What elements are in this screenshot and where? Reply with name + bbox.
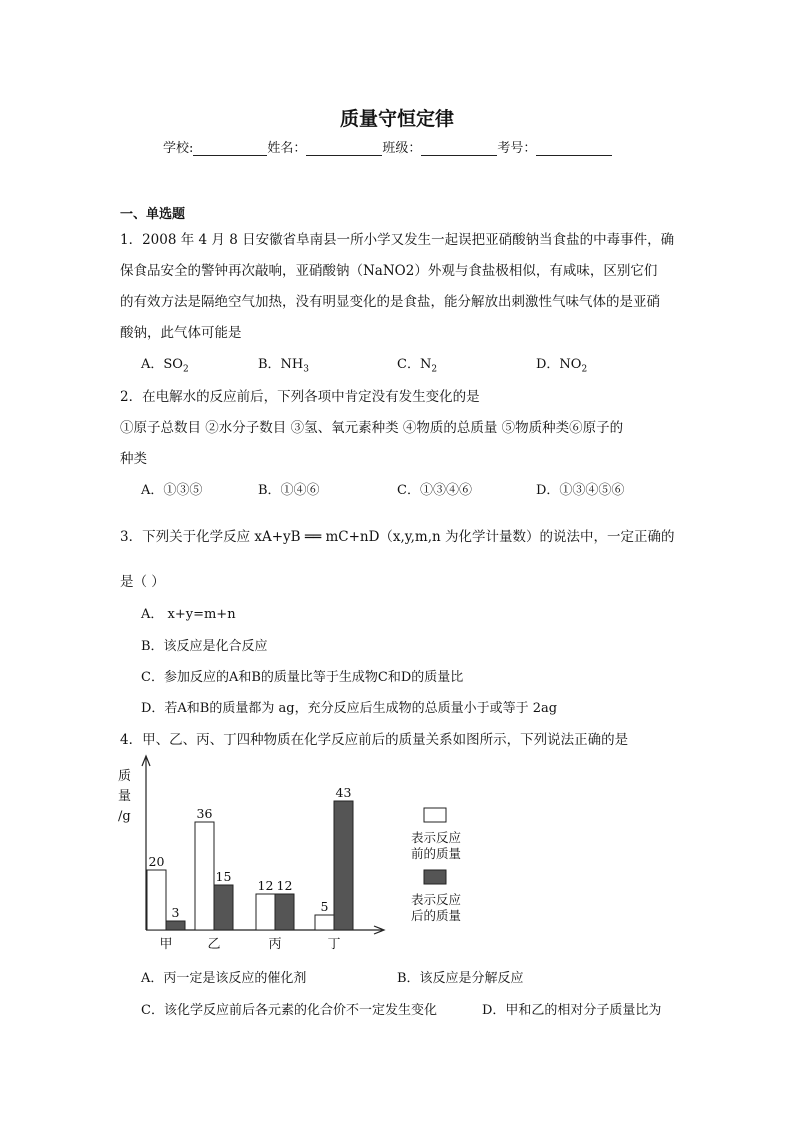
- q2-option-d[interactable]: D．①③④⑤⑥: [536, 483, 625, 498]
- school-field[interactable]: [193, 142, 267, 156]
- bar-value-label: 43: [335, 785, 352, 800]
- q1-line-2: 保食品安全的警钟再次敲响，亚硝酸钠（NaNO2）外观与食盐极相似，有咸味，区别它们: [120, 263, 658, 279]
- q3-option-b[interactable]: B．该反应是化合反应: [141, 639, 268, 654]
- q4-option-a[interactable]: A．丙一定是该反应的催化剂: [141, 971, 307, 986]
- bar: [147, 870, 166, 930]
- q1-line-4: 酸钠，此气体可能是: [120, 325, 242, 341]
- q3-line-1: 3．下列关于化学反应 xA+yB ══ mC+nD（x,y,m,n 为化学计量数）的说法中，一定正确的: [120, 529, 675, 545]
- q3-option-d[interactable]: D．若A和B的质量都为 ag，充分反应后生成物的总质量小于或等于 2ag: [141, 701, 558, 716]
- bar: [334, 801, 353, 930]
- bar-value-label: 15: [215, 869, 232, 884]
- category-label: 甲: [159, 937, 173, 952]
- bar: [214, 885, 233, 930]
- bar-value-label: 3: [171, 905, 180, 920]
- q4-option-c[interactable]: C．该化学反应前后各元素的化合价不一定发生变化: [141, 1003, 437, 1018]
- q1-line-1: 1．2008 年 4 月 8 日安徽省阜南县一所小学又发生一起误把亚硝酸钠当食盐的中毒事件，确: [120, 232, 675, 248]
- y-axis-label-part: 质: [118, 769, 132, 784]
- q2-line-3: 种类: [120, 451, 147, 467]
- bar: [256, 894, 275, 930]
- q3-line-2: 是（ ）: [120, 574, 165, 590]
- q2-line-2: ①原子总数目 ②水分子数目 ③氢、氧元素种类 ④物质的总质量 ⑤物质种类⑥原子的: [120, 420, 624, 436]
- y-axis-label-part: 量: [118, 789, 132, 804]
- legend-label: 表示反应: [410, 830, 462, 845]
- bar-value-label: 12: [276, 878, 293, 893]
- q2-option-a[interactable]: A．①③⑤: [141, 483, 203, 498]
- name-field[interactable]: [306, 142, 382, 156]
- bar: [275, 894, 294, 930]
- class-label: 班级：: [382, 141, 422, 156]
- q2-option-c[interactable]: C．①③④⑥: [397, 483, 472, 498]
- school-label: 学校:: [163, 141, 194, 156]
- y-axis-label-part: /g: [118, 809, 131, 824]
- q1-option-d[interactable]: D．$NO_2$: [536, 357, 588, 375]
- category-label: 丁: [327, 937, 341, 952]
- q3-option-a[interactable]: A． x+y=m+n: [141, 607, 236, 622]
- bar-value-label: 20: [148, 854, 165, 869]
- bar-value-label: 12: [257, 878, 274, 893]
- q1-option-c[interactable]: C．$N_2$: [397, 357, 438, 375]
- name-label: 姓名：: [267, 141, 307, 156]
- legend-label: 表示反应: [410, 892, 462, 907]
- q2-line-1: 2．在电解水的反应前后，下列各项中肯定没有发生变化的是: [120, 389, 480, 405]
- bar: [166, 921, 185, 930]
- q4-line-1: 4．甲、乙、丙、丁四种物质在化学反应前后的质量关系如图所示，下列说法正确的是: [120, 732, 629, 748]
- q1-line-3: 的有效方法是隔绝空气加热，没有明显变化的是食盐，能分解放出刺激性气味气体的是亚硝: [120, 294, 660, 310]
- id-field[interactable]: [536, 142, 612, 156]
- class-field[interactable]: [421, 142, 497, 156]
- bar: [195, 822, 214, 930]
- legend-swatch: [424, 808, 446, 822]
- category-label: 乙: [207, 937, 221, 952]
- bar: [315, 915, 334, 930]
- q4-option-b[interactable]: B．该反应是分解反应: [397, 971, 524, 986]
- legend-swatch: [424, 870, 446, 884]
- q2-option-b[interactable]: B．①④⑥: [258, 483, 320, 498]
- legend-label: 前的质量: [410, 846, 462, 861]
- student-info-line: [163, 137, 612, 156]
- section-heading: 一、单选题: [120, 207, 186, 222]
- id-label: 考号：: [497, 141, 537, 156]
- category-label: 丙: [268, 937, 282, 952]
- q4-option-d[interactable]: D．甲和乙的相对分子质量比为: [482, 1003, 662, 1018]
- q3-option-c[interactable]: C．参加反应的A和B的质量比等于生成物C和D的质量比: [141, 670, 464, 685]
- q1-option-b[interactable]: B．$NH_3$: [258, 357, 309, 375]
- bar-value-label: 5: [320, 899, 329, 914]
- legend-label: 后的质量: [410, 908, 462, 923]
- page-title: 质量守恒定律: [339, 108, 454, 130]
- bar-value-label: 36: [196, 806, 213, 821]
- mass-bar-chart: [112, 752, 492, 952]
- q1-option-a[interactable]: A．$SO_2$: [141, 357, 189, 375]
